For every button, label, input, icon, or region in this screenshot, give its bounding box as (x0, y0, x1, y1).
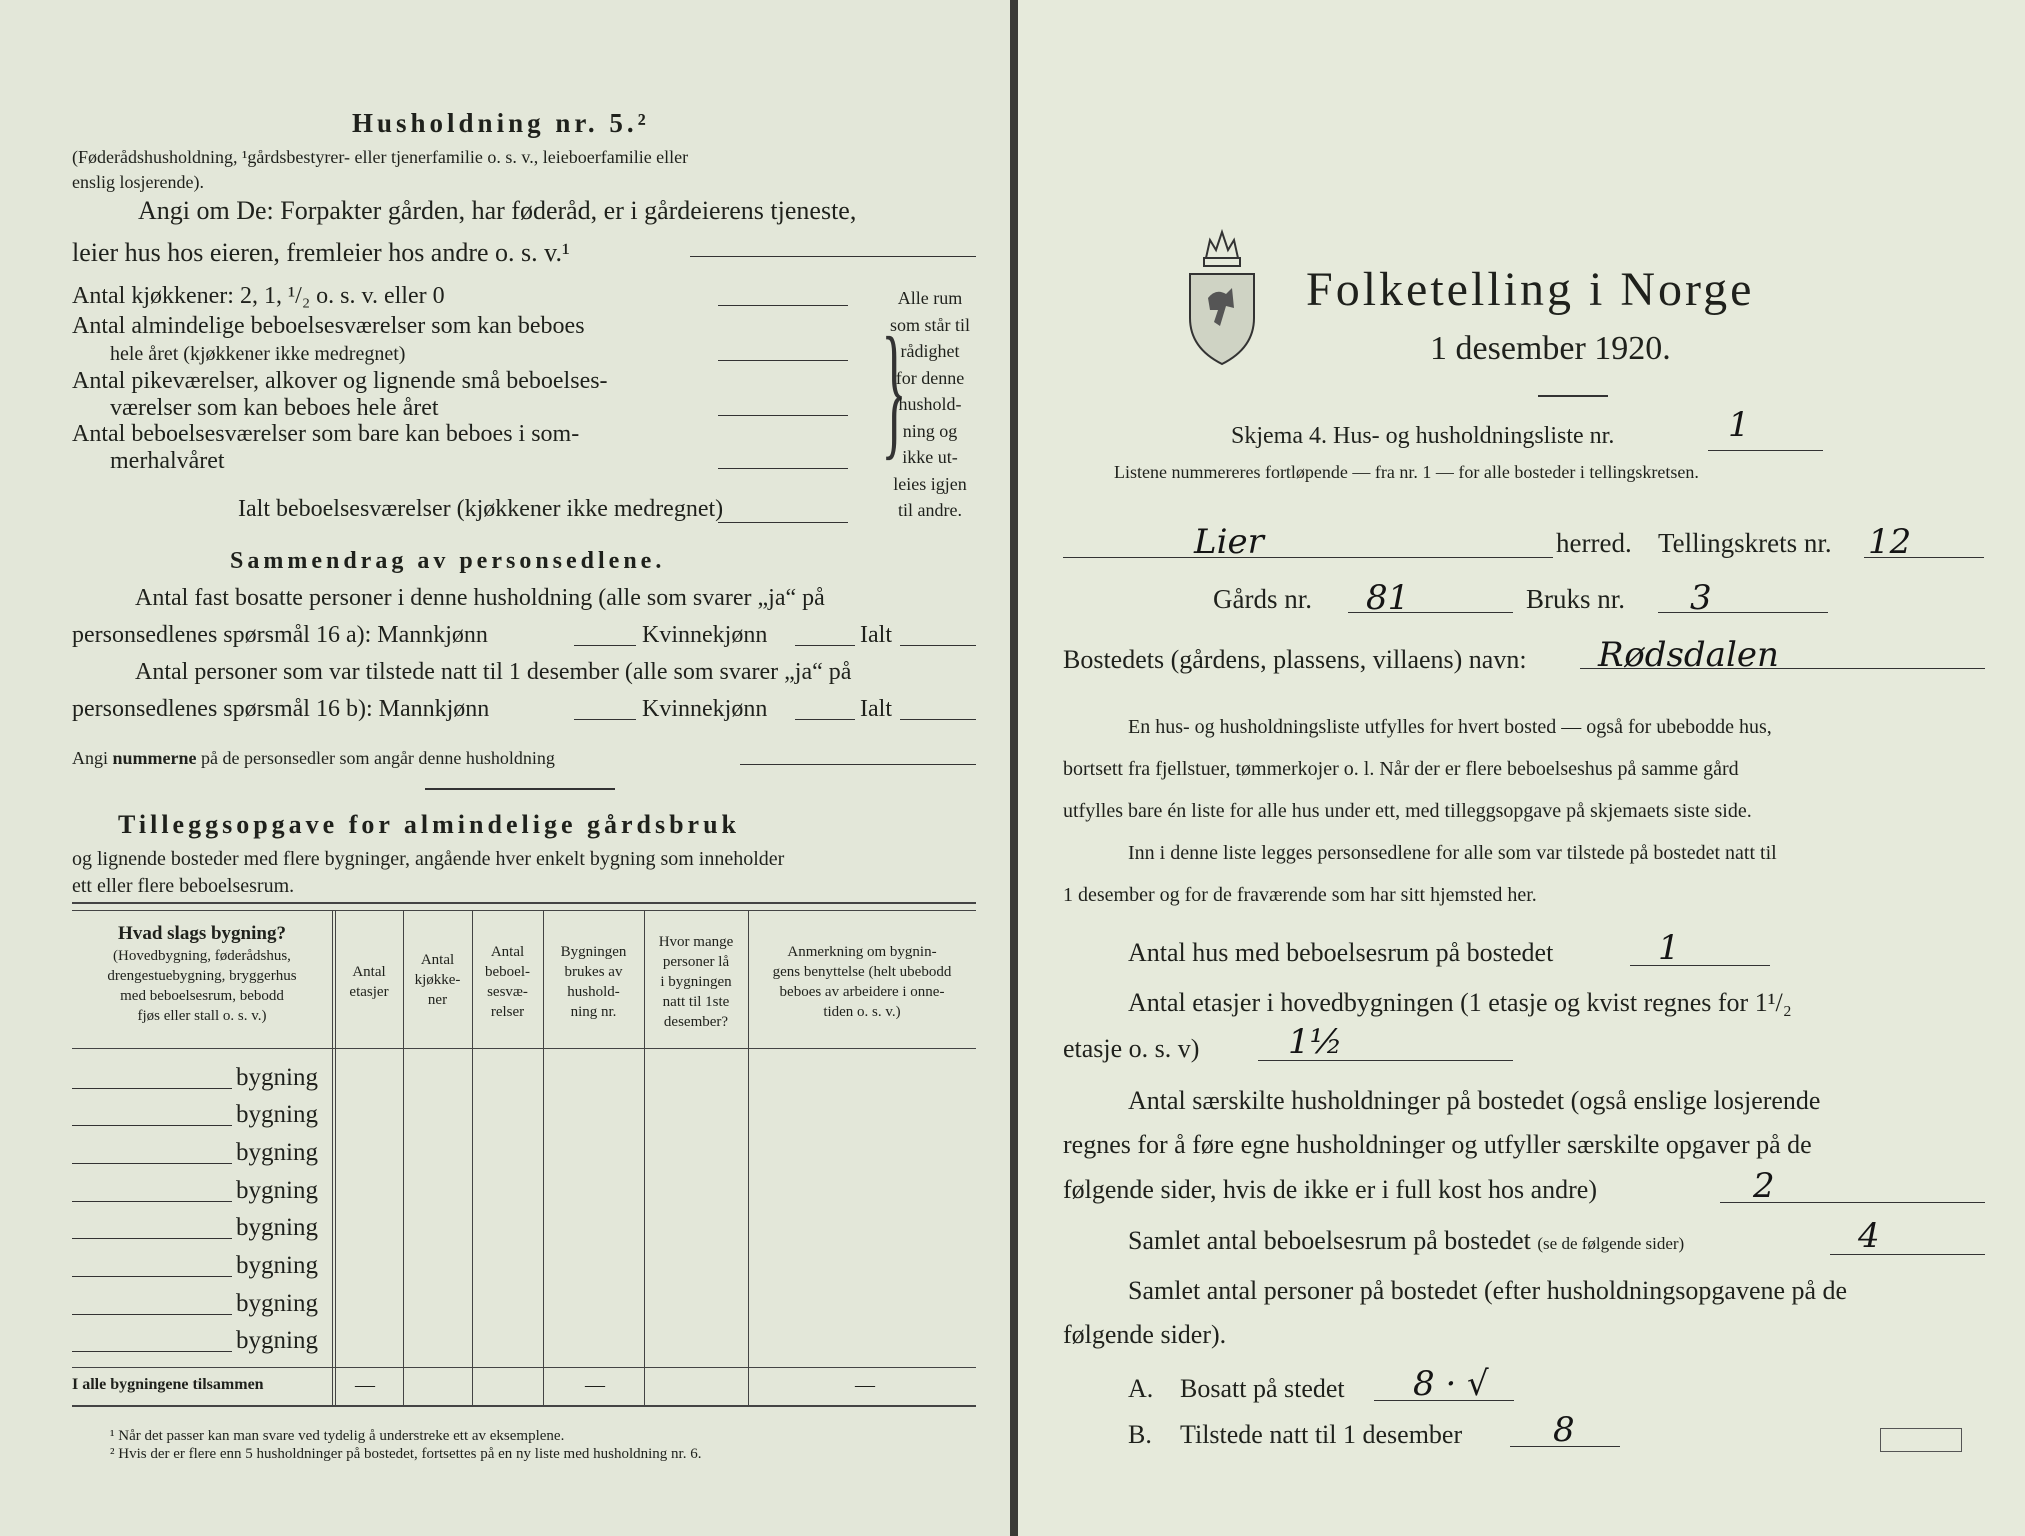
table-row-label: bygning (236, 1139, 318, 1166)
row-line (72, 1276, 232, 1277)
table-row-label: bygning (236, 1064, 318, 1091)
answer-line (795, 645, 855, 646)
col-header-line: beboes av arbeidere i onne- (779, 984, 945, 1000)
krets-value: 12 (1868, 522, 1912, 562)
col-header-building (72, 922, 332, 1026)
rooms-small-2: værelser som kan beboes hele året (110, 395, 439, 421)
ialt-label: Ialt (860, 622, 892, 648)
gards-value: 81 (1366, 578, 1410, 618)
answer-line (1348, 612, 1513, 613)
table-row-label: bygning (236, 1214, 318, 1241)
table-border (72, 902, 976, 904)
col-header-line: Bygningen (560, 944, 627, 960)
a-value: 8 · √ (1413, 1364, 1489, 1404)
row-line (72, 1163, 232, 1164)
rooms-regular-2: hele året (kjøkkener ikke medregnet) (110, 343, 406, 365)
col-header-line: drengestuebygning, bryggerhus (107, 968, 297, 984)
table-row-label: bygning (236, 1177, 318, 1204)
table-row-label: bygning (236, 1327, 318, 1354)
schema-number: 1 (1728, 405, 1750, 445)
table-border (72, 1405, 976, 1407)
answer-line (718, 360, 848, 361)
summary-line: personsedlenes spørsmål 16 b): Mannkjønn (72, 696, 490, 722)
table-total-label: I alle bygningene tilsammen (72, 1376, 264, 1393)
brace-note-line: som står til (890, 314, 970, 335)
census-title: Folketelling i Norge (1306, 263, 1755, 316)
rooms-total: Ialt beboelsesværelser (kjøkkener ikke medregnet) (238, 496, 724, 522)
a-text: Bosatt på stedet (1180, 1374, 1345, 1403)
col-header-persons (644, 932, 748, 1032)
printer-stamp (1880, 1428, 1962, 1452)
answer-line (1510, 1446, 1620, 1447)
q-floors-2: etasje o. s. v) (1063, 1034, 1200, 1063)
b-label: B. (1128, 1420, 1152, 1449)
household-intro-2: enslig losjerende). (72, 172, 204, 192)
answer-line (1580, 668, 1985, 669)
supplement-text-2: ett eller flere beboelsesrum. (72, 875, 295, 897)
col-header-line: (Hovedbygning, føderådshus, (113, 948, 291, 964)
col-header-line: Anmerkning om bygnin- (787, 944, 937, 960)
q-rooms (1128, 1226, 1684, 1256)
herred-value: Lier (1194, 522, 1264, 562)
rooms-regular: Antal almindelige beboelsesværelser som kan beboes (72, 313, 585, 339)
summary-line: Antal personer som var tilstede natt til 1 desember (alle som svarer „ja“ på (135, 659, 852, 685)
rooms-small: Antal pikeværelser, alkover og lignende små beboelses- (72, 368, 608, 394)
brace-note-line: ning og (902, 420, 958, 441)
q-persons: Samlet antal personer på bostedet (efter husholdningsopgavene på de (1128, 1276, 1848, 1305)
answer-line (1258, 1060, 1513, 1061)
answer-line (690, 256, 976, 257)
summary-title: Sammendrag av personsedlene. (230, 548, 666, 574)
col-header-line: ning nr. (570, 1004, 617, 1020)
rooms-summer: Antal beboelsesværelser som bare kan beboes i som- (72, 421, 580, 447)
answer-line (718, 415, 848, 416)
right-page (1018, 0, 2025, 1536)
brace-note-line: Alle rum (897, 288, 963, 308)
table-border (72, 910, 976, 911)
col-header-line: Antal (352, 964, 386, 980)
q-households-2: regnes for å føre egne husholdninger og utfyller særskilte opgaver på de (1063, 1130, 1812, 1159)
dash: — (585, 1374, 605, 1396)
herred-label: herred. (1556, 528, 1632, 558)
answer-line (1658, 612, 1828, 613)
answer-line (718, 468, 848, 469)
q-floors-value: 1½ (1288, 1022, 1343, 1062)
row-line (72, 1201, 232, 1202)
brace-note-line: leies igjen (893, 473, 967, 494)
answer-line (1864, 557, 1984, 558)
col-header-floors (335, 962, 403, 1002)
col-header-line: fjøs eller stall o. s. v.) (137, 1008, 267, 1024)
household-title: Husholdning nr. 5.² (352, 108, 650, 138)
supplement-text: og lignende bosteder med flere bygninger, angående hver enkelt bygning som inneholder (72, 848, 785, 870)
answer-line (1374, 1400, 1514, 1401)
schema-label: Skjema 4. Hus- og husholdningsliste nr. (1231, 423, 1615, 449)
bruks-label: Bruks nr. (1526, 584, 1626, 614)
answer-line (718, 305, 848, 306)
brace-note-line: til andre. (898, 500, 962, 520)
left-page (0, 0, 1010, 1536)
dash: — (355, 1374, 375, 1396)
table-border (72, 1367, 976, 1368)
col-header-line: relser (490, 1004, 525, 1020)
supplement-title: Tilleggsopgave for almindelige gårdsbruk (118, 810, 741, 839)
answer-line (1830, 1254, 1985, 1255)
row-line (72, 1125, 232, 1126)
bosted-label: Bostedets (gårdens, plassens, villaens) navn: (1063, 645, 1527, 674)
kvinne-label: Kvinnekjønn (642, 696, 768, 722)
gards-label: Gårds nr. (1213, 584, 1312, 614)
divider (425, 788, 615, 790)
q-houses-value: 1 (1658, 928, 1680, 968)
divider (1538, 395, 1608, 397)
brace-note-line: hushold- (898, 394, 962, 414)
row-line (72, 1238, 232, 1239)
col-header-line: sesvæ- (487, 984, 528, 1000)
instructions-line: 1 desember og for de fraværende som har sitt hjemsted her. (1063, 884, 1537, 906)
col-header-line: Antal (420, 952, 455, 968)
col-header-line: i bygningen (660, 974, 732, 990)
angi-bold: nummerne (112, 748, 197, 768)
q-persons-2: følgende sider). (1063, 1320, 1227, 1349)
brace-note-line: ikke ut- (902, 447, 958, 467)
instructions-line: utfylles bare én liste for alle hus under ett, med tilleggsopgave på skjemaets siste side. (1063, 800, 1752, 822)
b-text: Tilstede natt til 1 desember (1180, 1420, 1463, 1449)
census-date: 1 desember 1920. (1430, 330, 1671, 367)
col-header-line: etasjer (349, 984, 389, 1000)
table-row-label: bygning (236, 1290, 318, 1317)
q-floors: Antal etasjer i hovedbygningen (1 etasje og kvist regnes for 1¹/₂ (1128, 988, 1792, 1017)
b-value: 8 (1553, 1410, 1575, 1450)
angi-text: Angi (72, 748, 113, 768)
q-households-value: 2 (1753, 1166, 1775, 1206)
kvinne-label: Kvinnekjønn (642, 622, 768, 648)
instructions-line: Inn i denne liste legges personsedlene for alle som var tilstede på bostedet natt til (1128, 842, 1777, 864)
answer-line (718, 522, 848, 523)
rooms-summer-2: merhalvåret (110, 448, 225, 474)
angi-text: på de personsedler som angår denne husholdning (196, 748, 555, 768)
col-header-line: brukes av (564, 964, 623, 980)
q-rooms-small: (se de følgende sider) (1537, 1234, 1685, 1253)
col-header-line: Hvor mange (658, 934, 734, 950)
summary-line: personsedlenes spørsmål 16 a): Mannkjønn (72, 622, 488, 648)
numbering-note: Listene nummereres fortløpende — fra nr. 1 — for alle bosteder i tellingskretsen. (1114, 462, 1699, 482)
row-line (72, 1351, 232, 1352)
brace-icon: } (881, 307, 907, 473)
footnote-1: ¹ Når det passer kan man svare ved tydelig å understreke ett av eksemplene. (110, 1428, 565, 1444)
answer-line (740, 764, 976, 765)
answer-line (574, 719, 636, 720)
col-header-kitchens (403, 950, 472, 1010)
answer-line (574, 645, 636, 646)
row-line (72, 1314, 232, 1315)
col-header-rooms (472, 942, 543, 1022)
instructions-line: En hus- og husholdningsliste utfylles for hvert bosted — også for ubebodde hus, (1128, 716, 1772, 738)
bruks-value: 3 (1690, 578, 1712, 618)
table-row-label: bygning (236, 1252, 318, 1279)
col-header-line: hushold- (567, 984, 620, 1000)
angi-nummer (72, 748, 555, 769)
row-line (72, 1088, 232, 1089)
col-header-line: tiden o. s. v.) (823, 1004, 901, 1020)
a-label: A. (1128, 1374, 1154, 1403)
brace-note (880, 285, 980, 524)
q-households-3: følgende sider, hvis de ikke er i full kost hos andre) (1063, 1175, 1597, 1204)
col-header-remarks (748, 942, 976, 1022)
col-header-line: beboel- (485, 964, 530, 980)
table-row-label: bygning (236, 1101, 318, 1128)
col-header-line: desember? (663, 1014, 729, 1030)
bosted-value: Rødsdalen (1598, 635, 1779, 675)
q-households: Antal særskilte husholdninger på bostedet (også enslige losjerende (1128, 1086, 1821, 1115)
q-rooms-value: 4 (1858, 1216, 1880, 1256)
col-header-line: ner (427, 992, 448, 1008)
household-intro: (Føderådshusholdning, ¹gårdsbestyrer- eller tjenerfamilie o. s. v., leieboerfamilie eller (72, 147, 689, 167)
col-header-line: personer lå (662, 954, 730, 970)
brace-note-line: for denne (895, 367, 965, 388)
table-border (72, 1048, 976, 1049)
col-header-line: kjøkke- (414, 972, 461, 988)
household-question-2: leier hus hos eieren, fremleier hos andre o. s. v.¹ (72, 238, 570, 267)
col-header-line: gens benyttelse (helt ubebodd (772, 964, 952, 980)
col-header-line: med beboelsesrum, bebodd (120, 988, 284, 1004)
summary-line: Antal fast bosatte personer i denne husholdning (alle som svarer „ja“ på (135, 585, 825, 611)
col-header-line: natt til 1ste (662, 994, 730, 1010)
answer-line (900, 719, 976, 720)
answer-line (1063, 557, 1553, 558)
answer-line (1708, 450, 1823, 451)
answer-line (795, 719, 855, 720)
table-col (332, 910, 333, 1405)
answer-line (1630, 965, 1770, 966)
q-rooms-text: Samlet antal beboelsesrum på bostedet (1128, 1226, 1531, 1255)
footnote-2: ² Hvis der er flere enn 5 husholdninger på bostedet, fortsettes på en ny liste med husholdning nr. 6. (110, 1446, 702, 1462)
household-question: Angi om De: Forpakter gården, har føderåd, er i gårdeierens tjeneste, (138, 196, 857, 225)
coat-of-arms-icon (1186, 218, 1258, 366)
answer-line (1720, 1202, 1985, 1203)
krets-label: Tellingskrets nr. (1658, 528, 1832, 558)
rooms-kitchens: Antal kjøkkener: 2, 1, ¹/₂ o. s. v. eller 0 (72, 283, 445, 309)
col-header-household (543, 942, 644, 1022)
answer-line (900, 645, 976, 646)
q-houses: Antal hus med beboelsesrum på bostedet (1128, 938, 1554, 967)
dash: — (855, 1374, 875, 1396)
instructions-line: bortsett fra fjellstuer, tømmerkojer o. l. Når der er flere beboelseshus på samme gård (1063, 758, 1739, 780)
ialt-label: Ialt (860, 696, 892, 722)
col-header-line: Hvad slags bygning? (118, 923, 286, 944)
col-header-line: Antal (490, 944, 525, 960)
brace-note-line: rådighet (900, 341, 960, 361)
